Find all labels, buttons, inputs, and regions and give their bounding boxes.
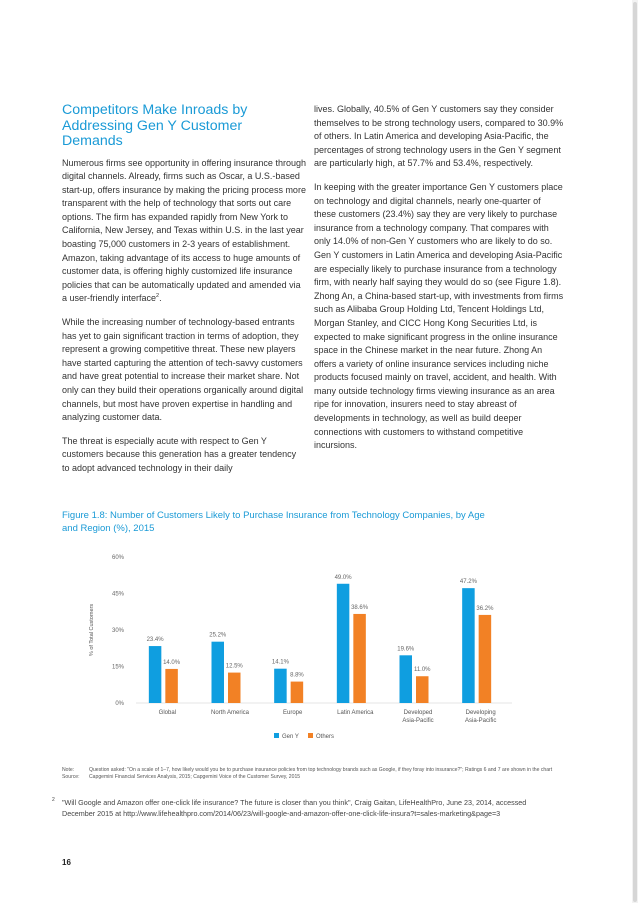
figure-caption: Figure 1.8: Number of Customers Likely to Purchase Insurance from Technology Companies, by Age and Region (%), 2015 <box>62 510 485 534</box>
footnote-ref: 2 <box>156 293 160 300</box>
data-label: 12.5% <box>225 663 243 670</box>
note-text: Question asked: "On a scale of 1–7, how likely would you be to purchase insurance policies from top technology brands such as Google, if they foray into insurance?"; Ratings 6 and 7 are shown in the chart <box>89 767 553 773</box>
footnote-mark: 2 <box>52 797 55 803</box>
source-row <box>62 774 582 781</box>
bar-others <box>416 676 429 703</box>
category-label: Asia-Pacific <box>402 718 434 724</box>
data-label: 38.6% <box>351 604 369 611</box>
data-label: 11.0% <box>413 667 431 674</box>
footnote <box>52 797 542 819</box>
legend-label-others: Others <box>316 734 335 740</box>
category-label: North America <box>210 710 250 716</box>
source-text: Capgemini Financial Services Analysis, 2015; Capgemini Voice of the Customer Survey, 2015 <box>89 774 301 780</box>
bar-chart <box>62 540 532 755</box>
bar-gen-y <box>337 584 350 703</box>
left-paragraph-1-text: Numerous firms see opportunity in offering insurance through digital channels. Already, firms such as Oscar, a U.S.-based start-up, offers insurance by making the pricing process more transparent with the help of technology that sorts out care options. The firm has expanded rapidly from New York to California, New Jersey, and Texas within U.S. in the last year boasting 75,000 customers in 2-3 years of establishment. Amazon, taking advantage of its access to huge amounts of customer data, is offering highly customized life insurance policies that can be automatically updated and amended via a user-friendly interface <box>62 157 306 304</box>
category-label: Global <box>158 710 177 716</box>
bar-others <box>353 614 366 703</box>
scrollbar-thumb[interactable] <box>633 2 637 902</box>
data-label: 8.8% <box>290 672 304 679</box>
left-paragraph-3: The threat is especially acute with respect to Gen Y customers because this generation has a greater tendency to adopt advanced technology in their daily <box>62 435 297 473</box>
note-row <box>62 767 582 774</box>
category-label: Asia-Pacific <box>464 718 497 724</box>
legend-label-gen-y: Gen Y <box>282 734 299 740</box>
bar-gen-y <box>274 669 287 703</box>
bar-others <box>165 669 178 703</box>
data-label: 19.6% <box>397 646 415 653</box>
y-tick-label: 0% <box>115 701 124 707</box>
source-label: Source: <box>62 774 80 780</box>
data-label: 47.2% <box>459 579 477 586</box>
left-paragraph-1-end: . <box>159 293 162 304</box>
data-label: 49.0% <box>334 574 352 581</box>
bar-gen-y <box>149 646 162 703</box>
bar-others <box>479 615 492 703</box>
right-paragraph-1: lives. Globally, 40.5% of Gen Y customers say they consider themselves to be strong technology users, compared to 30.9% of others. In Latin America and developing Asia-Pacific, the percentages of strong technology users in the Gen Y segment are particularly high, at 57.7% and 53.4%, respectively. <box>314 104 564 169</box>
left-paragraph-2: While the increasing number of technology-based entrants has yet to gain significant traction in terms of adoption, they represent a growing competitive threat. These new players have started capturing the attention of tech-savvy customers and have great potential to increase their market share. Not only can they build their operations organically around digital channels, but most have proven expertise in handling and analyzing customer data. <box>62 317 304 423</box>
category-label: Developing <box>465 710 496 716</box>
data-label: 36.2% <box>476 605 494 612</box>
bar-gen-y <box>462 588 475 703</box>
category-label: Developed <box>403 710 433 716</box>
y-axis-label: % of Total Customers <box>89 603 95 657</box>
footnote-text: "Will Google and Amazon offer one-click life insurance? The future is closer than you think", Craig Gaitan, LifeHealthPro, June 23, 2014, accessed December 2015 at http://www.lifehealthpro.com/2014/06/23/will-google-and-amazon-offer-one-click-life-insura?t=sales-marketing&page=3 <box>62 798 527 818</box>
y-tick-label: 60% <box>111 555 124 561</box>
left-paragraph-1 <box>62 157 306 307</box>
right-paragraph-2: In keeping with the greater importance Gen Y customers place on technology and digital channels, nearly one-quarter of these customers (23.4%) say they are very likely to purchase insurance from a technology company. That compares with only 14.0% of non-Gen Y customers who are likely to do so. Gen Y customers in Latin America and developing Asia-Pacific are especially likely to purchase insurance from a technology firm, with nearly half saying they would do so (see Figure 1.8). Zhong An, a China-based start-up, with investments from firms such as Alibaba Group Holding Ltd, Tencent Holdings Ltd, Morgan Stanley, and CICC Hong Kong Securities Ltd, is expected to make significant progress in the online insurance space in the Chinese market in the near future. Zhong An offers a variety of online insurance services including niche products focused mainly on travel, accident, and health. With many outside technology firms viewing insurance as an area ripe for innovation, insurers need to stay abreast of developments in technology, as well as build deeper connections with customers to withstand competitive incursions. <box>314 181 564 451</box>
data-label: 14.1% <box>271 659 289 666</box>
scrollbar-track[interactable] <box>632 0 638 903</box>
y-tick-label: 30% <box>111 628 124 634</box>
page-number: 16 <box>62 858 71 867</box>
legend-swatch-others <box>308 733 313 738</box>
category-label: Europe <box>282 710 303 716</box>
bar-others <box>228 673 241 703</box>
note-label: Note: <box>62 767 75 773</box>
legend-swatch-gen-y <box>274 733 279 738</box>
section-heading: Competitors Make Inroads by Addressing Gen Y Customer Demands <box>62 102 248 149</box>
bar-gen-y <box>400 655 413 703</box>
bar-others <box>291 682 304 703</box>
data-label: 23.4% <box>146 637 164 644</box>
y-tick-label: 45% <box>111 591 124 598</box>
data-label: 14.0% <box>163 659 181 666</box>
data-label: 25.2% <box>209 632 227 639</box>
left-column <box>62 103 306 486</box>
category-label: Latin America <box>337 710 374 716</box>
y-tick-label: 15% <box>111 664 124 671</box>
chart-notes <box>62 767 582 781</box>
bar-gen-y <box>212 642 225 703</box>
right-column <box>314 103 564 463</box>
